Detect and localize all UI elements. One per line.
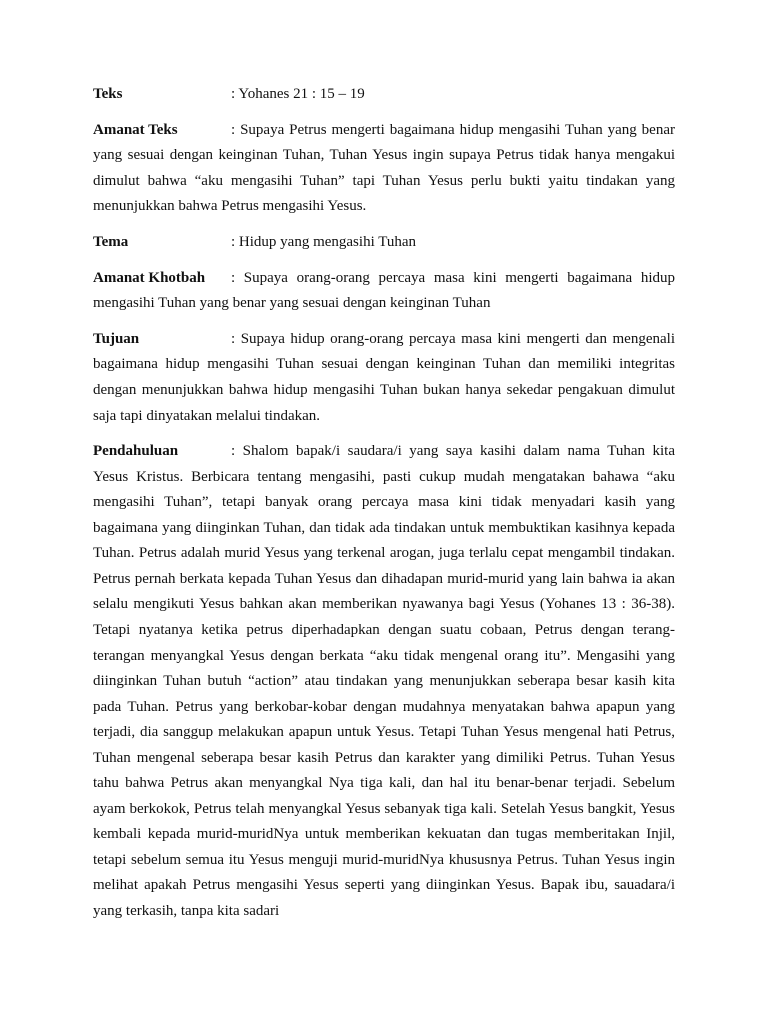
section-label-amanat-khotbah: Amanat Khotbah [93,269,206,286]
section-text-amanat-teks: : Supaya Petrus mengerti bagaimana hidup mengasihi Tuhan yang benar yang sesuai dengan keinginan Tuhan, Tuhan Yesus ingin supaya Petrus tidak hanya mengakui dimulut bahwa “aku mengasihi Tuhan” tapi Tuhan Yesus perlu bukti yaitu tindakan yang menunjukkan bahwa Petrus mengasihi Yesus. [93,121,675,215]
section-text-teks: : Yohanes 21 : 15 – 19 [231,86,365,102]
section-label-amanat-teks: Amanat Teks [93,121,178,138]
section-amanat-teks [93,118,675,220]
section-tema [93,230,675,256]
section-pendahuluan [93,439,675,924]
section-label-tujuan: Tujuan [93,330,140,347]
document-page [93,82,675,925]
section-amanat-khotbah [93,266,675,317]
section-text-tema: : Hidup yang mengasihi Tuhan [231,233,417,250]
section-text-tujuan: : Supaya hidup orang-orang percaya masa kini mengerti dan mengenali bagaimana hidup mengasihi Tuhan sesuai dengan keinginan Tuhan dan memiliki integritas dengan menunjukkan bahwa hidup mengasihi Tuhan bukan hanya sekedar pengakuan dimulut saja tapi dinyatakan melalui tindakan. [93,330,675,424]
section-label-teks: Teks [93,86,123,102]
section-teks [93,82,675,108]
section-text-pendahuluan: : Shalom bapak/i saudara/i yang saya kasihi dalam nama Tuhan kita Yesus Kristus. Berbicara tentang mengasihi, pasti cukup mudah mengatakan bahawa “aku mengasihi Tuhan”, tetapi banyak orang percaya masa kini tidak menyadari kasih yang bagaimana yang diinginkan Tuhan, dan tidak ada tindakan untuk membuktikan kasihnya kepada Tuhan. Petrus adalah murid Yesus yang terkenal arogan, juga terlalu cepat mengambil tindakan. Petrus pernah berkata kepada Tuhan Yesus dan dihadapan murid-murid yang lain bahwa ia akan selalu mengikuti Yesus bahkan akan memberikan nyawanya bagi Yesus (Yohanes 13 : 36-38). Tetapi nyatanya ketika petrus diperhadapkan dengan suatu cobaan, Petrus dengan terang-terangan menyangkal Yesus dengan berkata “aku tidak mengenal orang itu”. Mengasihi yang diinginkan Tuhan butuh “action” atau tindakan yang menunjukkan seberapa besar kasih kita pada Tuhan. Petrus yang berkobar-kobar dengan mudahnya menyatakan bahwa apapun yang terjadi, dia sanggup melakukan apapun untuk Yesus. Tetapi Tuhan Yesus mengenal hati Petrus, Tuhan mengenal seberapa besar kasih Petrus dan karakter yang dimiliki Petrus. Tuhan Yesus tahu bahwa Petrus akan menyangkal Nya tiga kali, dan hal itu benar-benar terjadi. Sebelum ayam berkokok, Petrus telah menyangkal Yesus sebanyak tiga kali. Setelah Yesus bangkit, Yesus kembali kepada murid-muridNya untuk memberikan kekuatan dan tugas memberitakan Injil, tetapi sebelum semua itu Yesus menguji murid-muridNya khususnya Petrus. Tuhan Yesus ingin melihat apakah Petrus mengasihi Yesus seperti yang diinginkan Yesus. Bapak ibu, sauadara/i yang terkasih, tanpa kita sadari [93,443,675,919]
section-label-tema: Tema [93,233,129,250]
section-label-pendahuluan: Pendahuluan [93,443,179,460]
section-text-amanat-khotbah: : Supaya orang-orang percaya masa kini mengerti bagaimana hidup mengasihi Tuhan yang benar yang sesuai dengan keinginan Tuhan [93,269,675,312]
section-tujuan [93,327,675,429]
